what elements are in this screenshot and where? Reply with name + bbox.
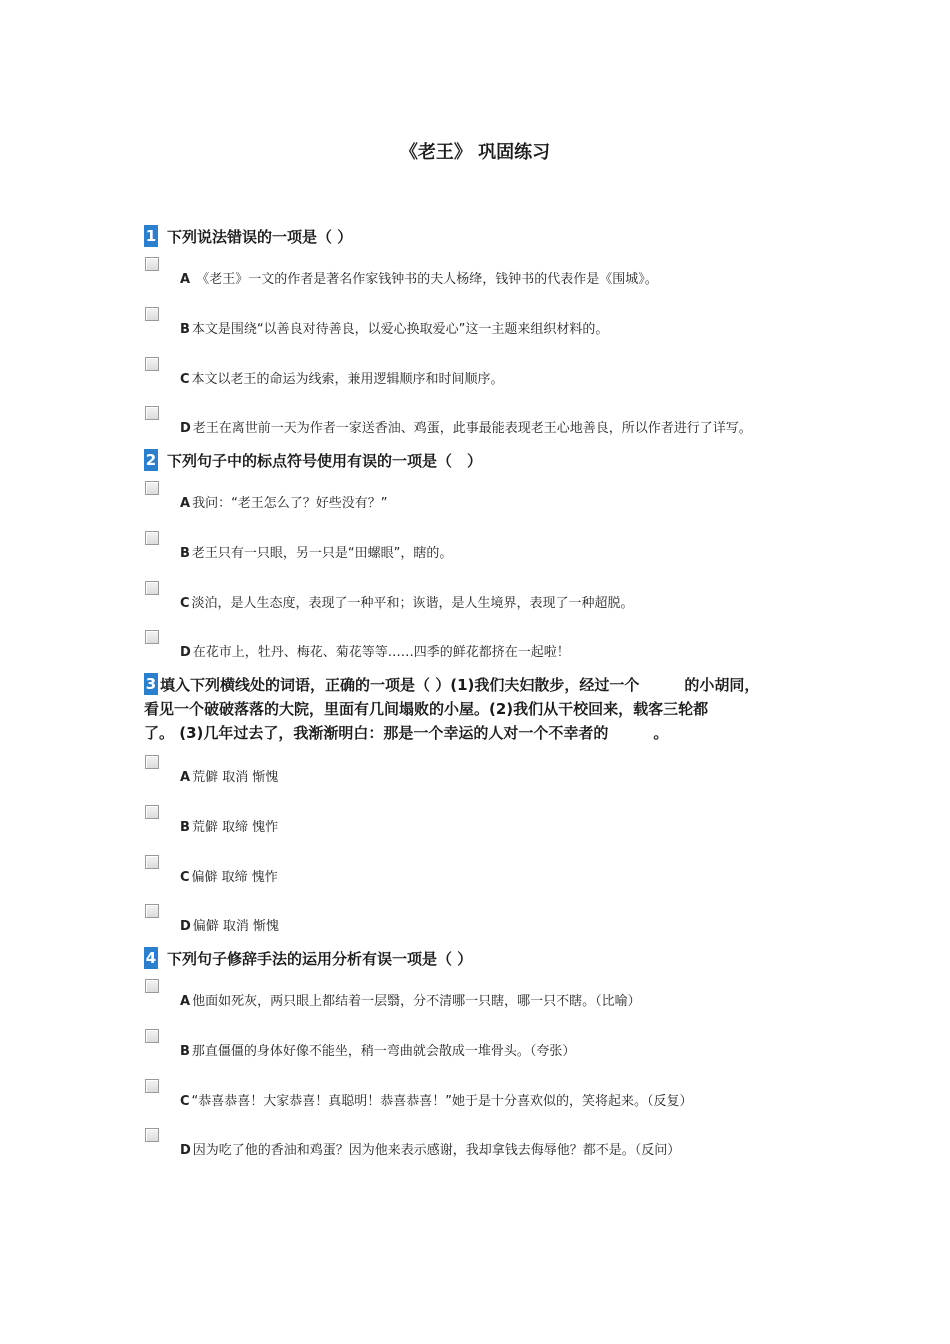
option-text: 偏僻 取缔 愧怍 bbox=[191, 870, 278, 885]
question-text: 下列句子中的标点符号使用有误的一项是（ ） bbox=[167, 452, 483, 470]
question-2-option-b[interactable] bbox=[145, 531, 845, 571]
option-text: “恭喜恭喜！大家恭喜！真聪明！恭喜恭喜！”她于是十分喜欢似的，笑将起来。（反复） bbox=[191, 1094, 693, 1109]
question-1-option-c[interactable] bbox=[145, 357, 845, 397]
option-checkbox[interactable] bbox=[145, 531, 159, 545]
question-2-option-a[interactable] bbox=[145, 481, 845, 521]
question-3-option-c[interactable] bbox=[145, 855, 845, 895]
option-letter: C bbox=[180, 870, 190, 885]
option-text: 淡泊，是人生态度，表现了一种平和；诙谐，是人生境界，表现了一种超脱。 bbox=[191, 596, 634, 611]
option-letter: B bbox=[180, 1044, 190, 1059]
question-number-badge: 3 bbox=[145, 675, 157, 693]
option-letter: A bbox=[180, 994, 191, 1009]
question-text: 下列说法错误的一项是（ ） bbox=[167, 228, 353, 246]
question-text: 下列句子修辞手法的运用分析有误一项是（ ） bbox=[167, 950, 473, 968]
question-2-stem bbox=[144, 449, 814, 473]
option-checkbox[interactable] bbox=[145, 1029, 159, 1043]
option-label bbox=[180, 318, 608, 337]
option-text: 荒僻 取消 惭愧 bbox=[192, 770, 279, 785]
question-number-badge: 2 bbox=[145, 451, 157, 469]
question-text-line: 看见一个破破落落的大院，里面有几间塌败的小屋。(2)我们从干校回来，载客三轮都 bbox=[144, 700, 709, 718]
option-label bbox=[180, 542, 452, 561]
option-checkbox[interactable] bbox=[145, 904, 159, 918]
option-text: 老王在离世前一天为作者一家送香油、鸡蛋，此事最能表现老王心地善良，所以作者进行了详写。 bbox=[192, 421, 752, 436]
option-label bbox=[180, 641, 570, 660]
option-checkbox[interactable] bbox=[145, 357, 159, 371]
option-label bbox=[180, 268, 658, 287]
option-label bbox=[180, 915, 279, 934]
option-checkbox[interactable] bbox=[145, 805, 159, 819]
option-letter: D bbox=[180, 1143, 191, 1158]
option-letter: C bbox=[180, 596, 190, 611]
option-text: 因为吃了他的香油和鸡蛋？因为他来表示感谢，我却拿钱去侮辱他？都不是。（反问） bbox=[192, 1143, 681, 1158]
option-label bbox=[180, 866, 278, 885]
option-letter: B bbox=[180, 820, 190, 835]
option-text: 我问：“老王怎么了？好些没有？” bbox=[192, 496, 388, 511]
option-text: 本文以老王的命运为线索，兼用逻辑顺序和时间顺序。 bbox=[191, 372, 504, 387]
option-label bbox=[180, 990, 641, 1009]
option-letter: D bbox=[180, 919, 191, 934]
option-text: 荒僻 取缔 愧怍 bbox=[191, 820, 279, 835]
option-checkbox[interactable] bbox=[145, 755, 159, 769]
option-checkbox[interactable] bbox=[145, 581, 159, 595]
option-text: 在花市上，牡丹、梅花、菊花等等……四季的鲜花都挤在一起啦！ bbox=[192, 645, 570, 660]
question-1-stem bbox=[144, 225, 814, 249]
option-letter: B bbox=[180, 322, 190, 337]
option-letter: A bbox=[180, 272, 191, 287]
question-1-option-d[interactable] bbox=[145, 406, 845, 446]
option-text: 本文是围绕“以善良对待善良，以爱心换取爱心”这一主题来组织材料的。 bbox=[191, 322, 609, 337]
question-1-option-a[interactable] bbox=[145, 257, 845, 297]
option-label bbox=[180, 592, 634, 611]
question-3-stem bbox=[144, 673, 824, 745]
question-4-option-a[interactable] bbox=[145, 979, 845, 1019]
option-label bbox=[180, 492, 388, 511]
option-label bbox=[180, 1139, 680, 1158]
question-text-line: 了。 (3)几年过去了，我渐渐明白：那是一个幸运的人对一个不幸者的 。 bbox=[144, 724, 669, 742]
option-checkbox[interactable] bbox=[145, 1128, 159, 1142]
question-3-option-b[interactable] bbox=[145, 805, 845, 845]
option-text: 老王只有一只眼，另一只是“田螺眼”，瞎的。 bbox=[191, 546, 453, 561]
option-checkbox[interactable] bbox=[145, 257, 159, 271]
option-checkbox[interactable] bbox=[145, 979, 159, 993]
question-4-option-b[interactable] bbox=[145, 1029, 845, 1069]
option-text: 《老王》一文的作者是著名作家钱钟书的夫人杨绛，钱钟书的代表作是《围城》。 bbox=[196, 272, 658, 287]
option-text: 那直僵僵的身体好像不能坐，稍一弯曲就会散成一堆骨头。（夸张） bbox=[191, 1044, 576, 1059]
option-letter: C bbox=[180, 1094, 190, 1109]
question-4-stem bbox=[144, 947, 814, 971]
option-checkbox[interactable] bbox=[145, 481, 159, 495]
question-2-option-c[interactable] bbox=[145, 581, 845, 621]
option-letter: D bbox=[180, 645, 191, 660]
option-checkbox[interactable] bbox=[145, 630, 159, 644]
question-2-option-d[interactable] bbox=[145, 630, 845, 670]
question-3-option-d[interactable] bbox=[145, 904, 845, 944]
option-label bbox=[180, 1040, 575, 1059]
option-text: 他面如死灰，两只眼上都结着一层翳，分不清哪一只瞎，哪一只不瞎。（比喻） bbox=[192, 994, 641, 1009]
question-1-option-b[interactable] bbox=[145, 307, 845, 347]
question-text: 填入下列横线处的词语，正确的一项是（ ）(1)我们夫妇散步，经过一个 的小胡同， bbox=[160, 676, 760, 694]
option-checkbox[interactable] bbox=[145, 855, 159, 869]
question-number-badge: 1 bbox=[145, 227, 157, 245]
option-checkbox[interactable] bbox=[145, 1079, 159, 1093]
question-3-option-a[interactable] bbox=[145, 755, 845, 795]
option-text: 偏僻 取消 惭愧 bbox=[192, 919, 280, 934]
option-letter: A bbox=[180, 496, 191, 511]
page-title: 《老王》 巩固练习 bbox=[399, 142, 551, 163]
option-letter: C bbox=[180, 372, 190, 387]
question-4-option-c[interactable] bbox=[145, 1079, 845, 1119]
option-letter: D bbox=[180, 421, 191, 436]
option-label bbox=[180, 816, 278, 835]
option-label bbox=[180, 1090, 693, 1109]
option-label bbox=[180, 417, 752, 436]
option-label bbox=[180, 368, 504, 387]
option-letter: A bbox=[180, 770, 191, 785]
question-4-option-d[interactable] bbox=[145, 1128, 845, 1168]
question-text-line bbox=[144, 673, 824, 697]
option-checkbox[interactable] bbox=[145, 307, 159, 321]
option-checkbox[interactable] bbox=[145, 406, 159, 420]
question-number-badge: 4 bbox=[145, 949, 157, 967]
option-letter: B bbox=[180, 546, 190, 561]
option-label bbox=[180, 766, 278, 785]
